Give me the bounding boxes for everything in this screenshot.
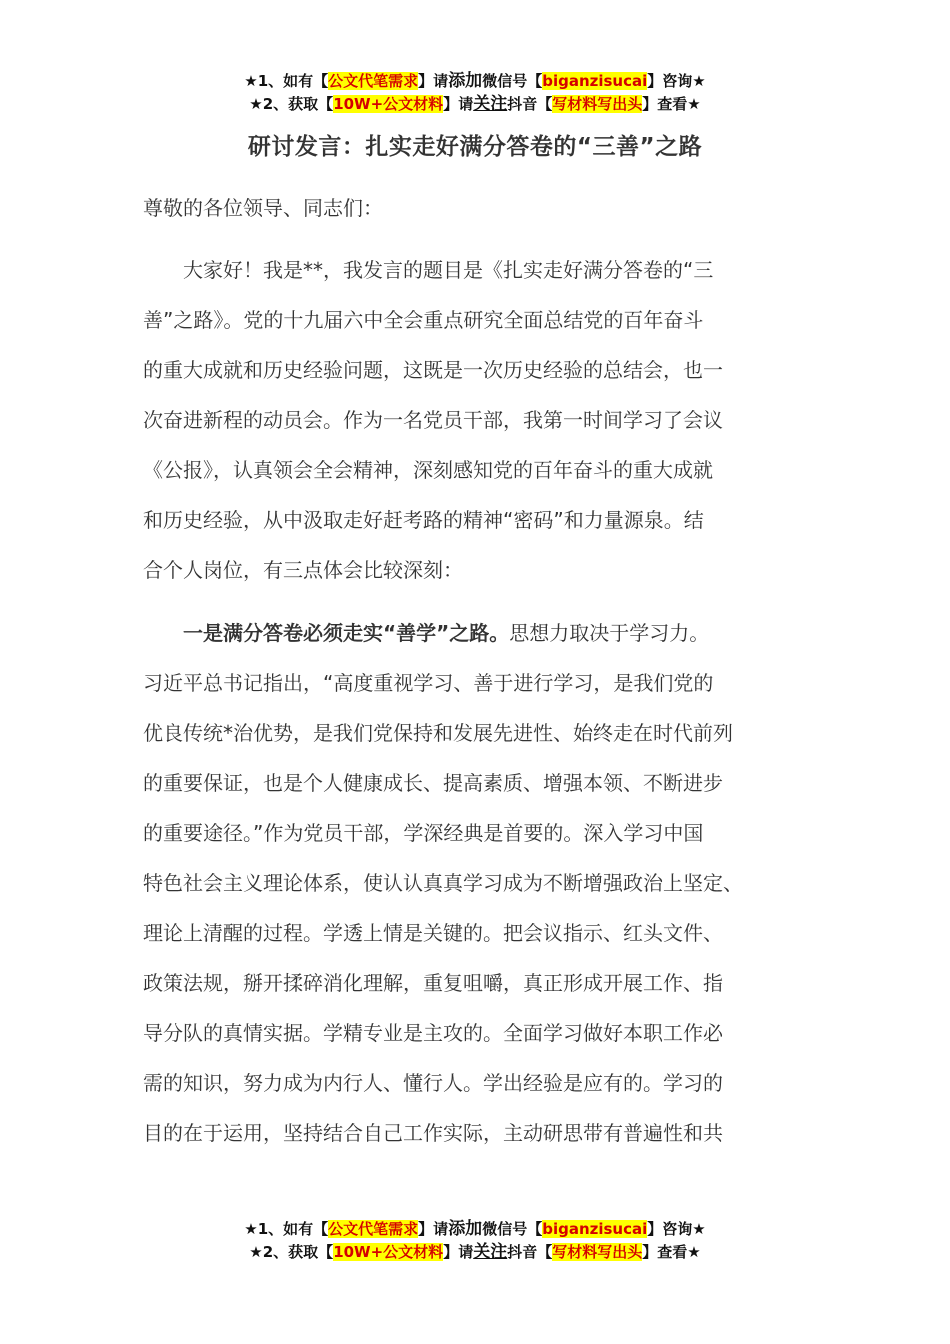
- promo-highlight: biganzisucai: [542, 1220, 648, 1238]
- text-line: 导分队的真情实据。学精专业是主攻的。全面学习做好本职工作必: [143, 1021, 723, 1045]
- promo-emphasis: 添加: [448, 1219, 483, 1239]
- promo-text: 】请: [443, 95, 474, 113]
- text-line: 善”之路》。党的十九届六中全会重点研究全面总结党的百年奋斗: [143, 308, 704, 332]
- text-line: 需的知识，努力成为内行人、懂行人。学出经验是应有的。学习的: [143, 1071, 723, 1095]
- text-run: 思想力取决于学习力。: [509, 621, 710, 645]
- promo-emphasis: 关注: [473, 1242, 508, 1262]
- salutation: 尊敬的各位领导、同志们：: [143, 196, 383, 220]
- promo-text: 】请: [418, 72, 449, 90]
- promo-text: 】查看★: [642, 95, 701, 113]
- promo-text: 抖音【: [507, 95, 553, 113]
- paragraph-1: [143, 245, 815, 595]
- promo-text: ★1、如有【: [244, 72, 329, 90]
- text-line: 和历史经验，从中汲取走好赶考路的精神“密码”和力量源泉。结: [143, 508, 704, 532]
- promo-text: 】查看★: [642, 1243, 701, 1261]
- text-line: 优良传统*治优势，是我们党保持和发展先进性、始终走在时代前列: [143, 721, 733, 745]
- text-line: 大家好！我是**，我发言的题目是《扎实走好满分答卷的“三: [183, 258, 714, 282]
- promo-text: 抖音【: [507, 1243, 553, 1261]
- promo-text: 微信号【: [482, 72, 543, 90]
- text-line: 目的在于运用，坚持结合自己工作实际，主动研思带有普遍性和共: [143, 1121, 723, 1145]
- promo-line-1: [0, 70, 950, 93]
- promo-highlight: 写材料写出头: [552, 95, 643, 113]
- text-line: 习近平总书记指出，“高度重视学习、善于进行学习，是我们党的: [143, 671, 714, 695]
- promo-text: 】请: [418, 1220, 449, 1238]
- text-line: [143, 608, 815, 658]
- promo-line-2: [0, 1241, 950, 1264]
- paragraph-2: [143, 608, 815, 1158]
- promo-text: ★2、获取【: [249, 1243, 334, 1261]
- promo-text: ★1、如有【: [244, 1220, 329, 1238]
- promo-text: 微信号【: [482, 1220, 543, 1238]
- paragraph-lead: 一是满分答卷必须走实“善学”之路。: [183, 621, 510, 645]
- promo-text: 】咨询★: [647, 72, 706, 90]
- promo-emphasis: 关注: [473, 94, 508, 114]
- promo-line-1: [0, 1218, 950, 1241]
- promo-text: 】咨询★: [647, 1220, 706, 1238]
- promo-emphasis: 添加: [448, 71, 483, 91]
- text-line: 的重要途径。”作为党员干部，学深经典是首要的。深入学习中国: [143, 821, 704, 845]
- text-line: 《公报》，认真领会全会精神，深刻感知党的百年奋斗的重大成就: [143, 458, 713, 482]
- text-line: 合个人岗位，有三点体会比较深刻：: [143, 558, 463, 582]
- text-line: 的重大成就和历史经验问题，这既是一次历史经验的总结会，也一: [143, 358, 723, 382]
- promo-highlight: 写材料写出头: [552, 1243, 643, 1261]
- promo-highlight: 10W+公文材料: [333, 1243, 444, 1261]
- promo-text: 】请: [443, 1243, 474, 1261]
- document-title: 研讨发言：扎实走好满分答卷的“三善”之路: [247, 134, 703, 160]
- promo-highlight: 10W+公文材料: [333, 95, 444, 113]
- text-line: 的重要保证，也是个人健康成长、提高素质、增强本领、不断进步: [143, 771, 723, 795]
- text-line: 特色社会主义理论体系，使认认真真学习成为不断增强政治上坚定、: [143, 871, 743, 895]
- promo-highlight: biganzisucai: [542, 72, 648, 90]
- promo-text: ★2、获取【: [249, 95, 334, 113]
- promo-highlight: 公文代笔需求: [328, 1220, 419, 1238]
- promo-line-2: [0, 93, 950, 116]
- promo-banner-bottom: [0, 1218, 950, 1264]
- text-line: 政策法规，掰开揉碎消化理解，重复咀嚼，真正形成开展工作、指: [143, 971, 723, 995]
- text-line: 理论上清醒的过程。学透上情是关键的。把会议指示、红头文件、: [143, 921, 723, 945]
- promo-banner-top: [0, 70, 950, 116]
- promo-highlight: 公文代笔需求: [328, 72, 419, 90]
- text-line: 次奋进新程的动员会。作为一名党员干部，我第一时间学习了会议: [143, 408, 723, 432]
